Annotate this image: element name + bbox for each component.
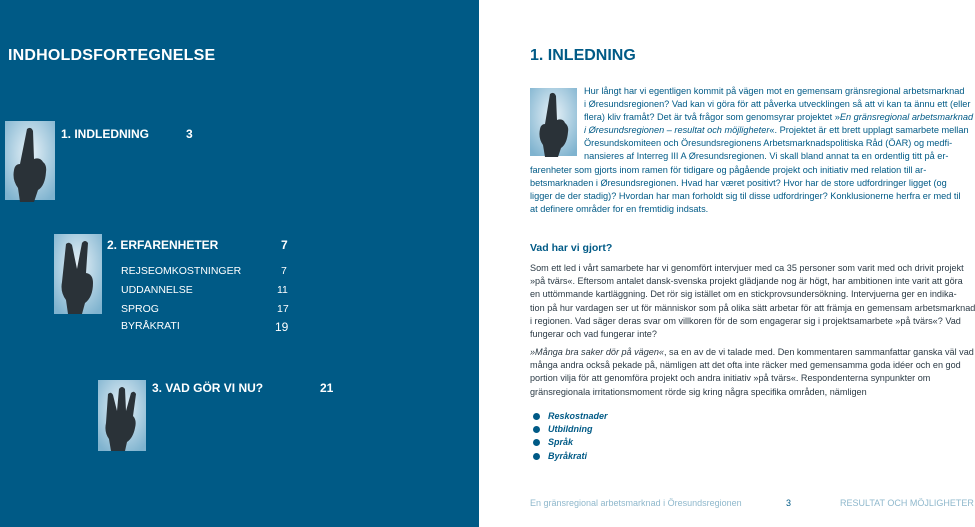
intro-line: farenheter som gjorts inom ramen för tidigare og pågående projekt och initiativ med relation till ar- — [530, 164, 927, 175]
content-page — [479, 0, 975, 527]
list-item: Utbildning — [530, 423, 608, 436]
footer-left: En gränsregional arbetsmarknad i Öresundsregionen — [530, 498, 742, 508]
toc-item-label: 2. ERFARENHETER — [107, 238, 219, 252]
toc-item-ch3[interactable] — [152, 381, 342, 395]
subheading: Vad har vi gjort? — [530, 242, 613, 254]
toc-item-label: REJSEOMKOSTNINGER — [121, 265, 242, 277]
paragraph-line: Som ett led i vårt samarbete har vi genomfört intervjuer med ca 35 personer som varit med och drivit projekt — [530, 263, 964, 273]
paragraph-2 — [530, 346, 974, 399]
toc-item-ch1[interactable] — [61, 127, 201, 141]
intro-line: i Øresundsregionen – resultat och möjligheter«. Projektet är ett brett upplagt samarbete mellan — [584, 125, 969, 136]
toc-page — [0, 0, 479, 527]
intro-line: Öresundskomiteen och Öresundsregionens Arbetsmarknadspolitiska Råd (ÖAR) og medfi- — [584, 138, 953, 149]
hand-one-finger-image — [5, 121, 55, 200]
paragraph-line: en uttömmande kartläggning. Det rör sig istället om en stickprovsundersökning. Intervjuerna ger en indika- — [530, 289, 957, 300]
paragraph-line: portion vilja för att genomföra projekt och andra initiativ »på tvärs«. Respondenterna synpunkter om — [530, 373, 931, 384]
intro-line: betsmarknaden i Øresundsregionen. Hvad har været positivt? Hvor har de store udfordringer ligget (og — [530, 177, 947, 188]
bullet-icon — [533, 439, 540, 446]
toc-item-page: 11 — [277, 284, 288, 296]
toc-item-page: 7 — [281, 265, 287, 277]
toc-item-label: 3. VAD GÖR VI NU? — [152, 381, 264, 395]
toc-item-label: 1. INDLEDNING — [61, 127, 150, 141]
intro-line: at definere områder for en fremtidig indsats. — [530, 203, 709, 214]
toc-subitem-1[interactable] — [121, 265, 301, 277]
list-item: Språk — [530, 436, 608, 449]
toc-title: INDHOLDSFORTEGNELSE — [8, 47, 216, 64]
footer-right: RESULTAT OCH MÖJLIGHETER — [840, 498, 974, 508]
paragraph-line: tion på hur vardagen ser ut för människor som på olika sätt arbetar för att främja en gemensam arbetsmarknad — [530, 302, 975, 313]
paragraph-line: fungerar och vad fungerar inte? — [530, 329, 657, 340]
toc-item-ch2[interactable] — [107, 238, 297, 252]
bullet-icon — [533, 453, 540, 460]
hand-three-fingers-image — [98, 380, 146, 451]
paragraph-line: »Många bra saker dör på vägen«, sa en av de vi talade med. Den kommentaren sammanfattar ganska väl vad — [530, 347, 974, 357]
paragraph-1 — [530, 262, 975, 341]
intro-text — [530, 85, 974, 216]
toc-item-page: 7 — [281, 238, 288, 252]
toc-item-label: UDDANNELSE — [121, 284, 193, 296]
paragraph-line: i regionen. Vad säger deras svar om villkoren för de som engagerar sig i projektsamarbete »på tvärs«? Vad — [530, 315, 961, 326]
toc-item-label: SPROG — [121, 303, 159, 315]
list-item: Reskostnader — [530, 410, 608, 423]
intro-line: Hur långt har vi egentligen kommit på vägen mot en gemensam gränsregional arbetsmarknad — [584, 86, 965, 96]
toc-subitem-4[interactable] — [121, 320, 301, 332]
toc-item-page: 3 — [186, 127, 193, 141]
bullet-list — [530, 410, 608, 463]
toc-subitem-2[interactable] — [121, 284, 301, 296]
toc-item-label: BYRÅKRATI — [121, 320, 180, 332]
paragraph-line: »på tvärs«. Eftersom antalet dansk-svenska projekt glädjande nog är högt, har ambitionen inte varit att göra — [530, 276, 963, 287]
intro-line: flera) kliv framåt? Det är två frågor som genomsyrar projektet »En gränsregional arbetsmarknad — [584, 112, 974, 123]
bullet-icon — [533, 413, 540, 420]
paragraph-line: många andra också pekade på, nämligen att det ofta inte räcker med gemensamma goda idéer och en god — [530, 360, 961, 371]
toc-item-page: 21 — [320, 381, 334, 395]
bullet-icon — [533, 426, 540, 433]
page-number: 3 — [786, 498, 792, 508]
toc-item-page: 17 — [277, 303, 289, 315]
list-item: Byråkrati — [530, 450, 608, 463]
toc-subitem-3[interactable] — [121, 303, 301, 315]
intro-line: i Øresundsregionen? Vad kan vi göra för att påverka utvecklingen så att vi kan ta ännu ett (eller — [584, 99, 971, 110]
section-title: 1. INLEDNING — [530, 47, 636, 64]
intro-line: ligger de der stadig)? Hvordan har man forholdt sig til disse udfordringer? Konklusionerne herfra er med til — [530, 190, 961, 201]
paragraph-line: gränsregionala irritationsmoment rörde sig kring några specifika områden, nämligen — [530, 386, 867, 397]
intro-line: nansieres af Interreg III A Øresundsregionen. Vi skall bland annat ta en ordentlig titt på er- — [584, 151, 949, 162]
toc-item-page: 19 — [275, 320, 289, 334]
hand-two-fingers-image — [54, 234, 102, 314]
